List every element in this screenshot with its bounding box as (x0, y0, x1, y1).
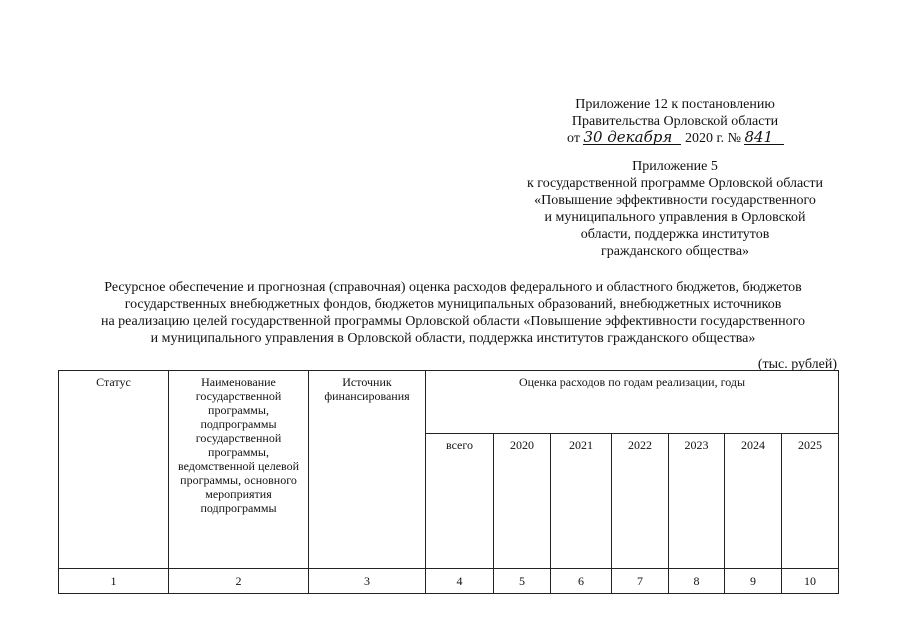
handwritten-date: 30 декабря (583, 130, 681, 145)
header-total: всего (426, 433, 494, 568)
appendix-5-line: и муниципального управления в Орловской (544, 210, 806, 225)
column-number: 8 (669, 569, 725, 594)
document-title (40, 279, 866, 347)
column-number: 10 (782, 569, 839, 594)
date-prefix: от (567, 131, 580, 146)
column-number: 1 (59, 569, 169, 594)
title-line: Ресурсное обеспечение и прогнозная (справочная) оценка расходов федерального и областного бюджетов, бюджетов (104, 280, 802, 295)
header-estimate: Оценка расходов по годам реализации, годы (426, 371, 839, 434)
title-line: на реализацию целей государственной программы Орловской области «Повышение эффективности государственного (100, 314, 806, 329)
header-year: 2023 (669, 433, 725, 568)
header-year: 2020 (494, 433, 551, 568)
header-status: Статус (59, 371, 169, 569)
appendix-5-line: гражданского общества» (600, 244, 750, 259)
title-line: и муниципального управления в Орловской области, поддержка институтов гражданского общества» (150, 331, 756, 346)
appendix-12-block (520, 96, 830, 147)
header-year: 2024 (725, 433, 782, 568)
column-number: 2 (169, 569, 309, 594)
appendix-5-line: «Повышение эффективности государственного (534, 193, 816, 208)
column-numbering-row (58, 568, 839, 594)
title-line: государственных внебюджетных фондов, бюджетов муниципальных образований, внебюджетных источников (124, 297, 782, 312)
budget-table-header (58, 370, 839, 569)
handwritten-number: 841 (744, 130, 784, 145)
column-number: 3 (309, 569, 426, 594)
appendix-5-line: к государственной программе Орловской области (527, 176, 823, 191)
appendix-12-line2: Правительства Орловской области (571, 114, 779, 129)
decree-year: 2020 г. № (684, 131, 741, 146)
appendix-12-line1: Приложение 12 к постановлению (575, 97, 775, 112)
header-name: Наименование государственной программы, подпрограммы государственной программы, ведомственной целевой программы, основного мероприятия подпрограммы (169, 371, 309, 569)
column-number: 6 (551, 569, 612, 594)
appendix-5-line: Приложение 5 (632, 159, 718, 174)
column-number: 7 (612, 569, 669, 594)
decree-date-row (520, 130, 830, 147)
column-number: 9 (725, 569, 782, 594)
header-year: 2025 (782, 433, 839, 568)
header-year: 2021 (551, 433, 612, 568)
header-year: 2022 (612, 433, 669, 568)
appendix-5-block (500, 158, 850, 260)
appendix-5-line: области, поддержка институтов (580, 227, 770, 242)
column-number: 4 (426, 569, 494, 594)
header-source: Источник финансирования (309, 371, 426, 569)
column-number: 5 (494, 569, 551, 594)
units-label: (тыс. рублей) (757, 357, 837, 372)
